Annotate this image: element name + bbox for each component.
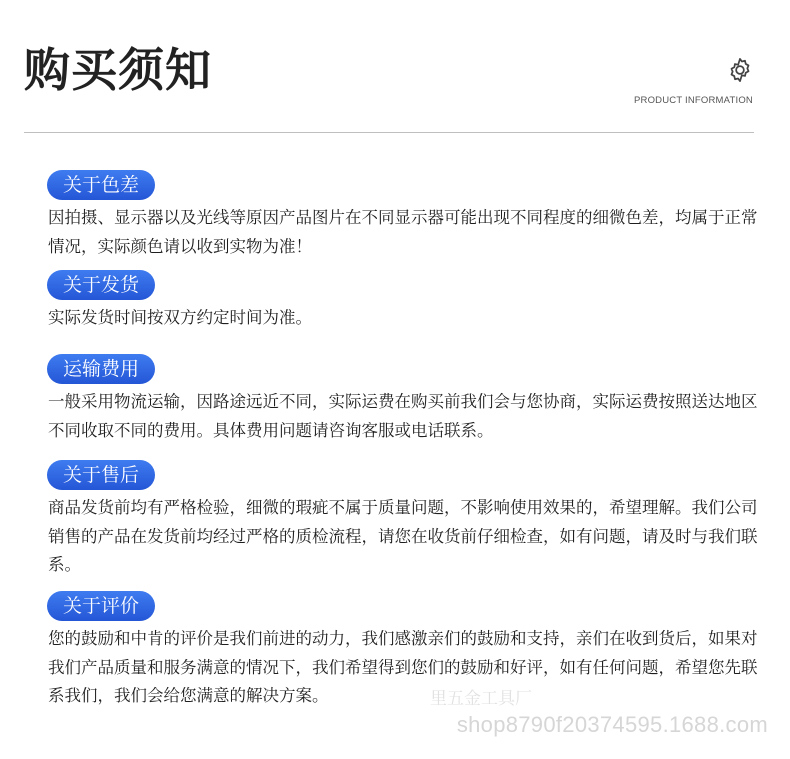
- section-text: 因拍摄、显示器以及光线等原因产品图片在不同显示器可能出现不同程度的细微色差，均属于正常情况，实际颜色请以收到实物为准！: [48, 208, 758, 256]
- section-reviews: [45, 591, 765, 711]
- section-badge: 关于评价: [47, 591, 155, 621]
- section-text: 商品发货前均有严格检验，细微的瑕疵不属于质量问题，不影响使用效果的，希望理解。我们公司销售的产品在发货前均经过严格的质检流程，请您在收货前仔细检查，如有问题，请及时与我们联系。: [48, 498, 758, 574]
- section-badge: 关于色差: [47, 170, 155, 200]
- section-text: 一般采用物流运输，因路途远近不同，实际运费在购买前我们会与您协商，实际运费按照送达地区不同收取不同的费用。具体费用问题请咨询客服或电话联系。: [48, 392, 758, 440]
- section-shipping: [45, 270, 765, 333]
- section-badge: 关于售后: [47, 460, 155, 490]
- section-color-difference: [45, 170, 765, 261]
- page-subtitle: PRODUCT INFORMATION: [633, 95, 753, 106]
- section-text: 您的鼓励和中肯的评价是我们前进的动力，我们感激亲们的鼓励和支持，亲们在收到货后，如果对我们产品质量和服务满意的情况下，我们希望得到您们的鼓励和好评，如有任何问题，希望您先联系我们，我们会给您满意的解决方案。: [48, 629, 758, 705]
- watermark-shop-name: 里五金工具厂: [430, 689, 532, 709]
- section-text: 实际发货时间按双方约定时间为准。: [48, 308, 312, 327]
- section-badge: 运输费用: [47, 354, 155, 384]
- section-freight-cost: [45, 354, 765, 445]
- watermark-url: shop8790f20374595.1688.com: [456, 712, 768, 737]
- section-badge: 关于发货: [47, 270, 155, 300]
- section-after-sales: [45, 460, 765, 580]
- page-title: 购买须知: [24, 43, 212, 97]
- gear-icon: [726, 56, 754, 84]
- header-divider: [24, 132, 754, 133]
